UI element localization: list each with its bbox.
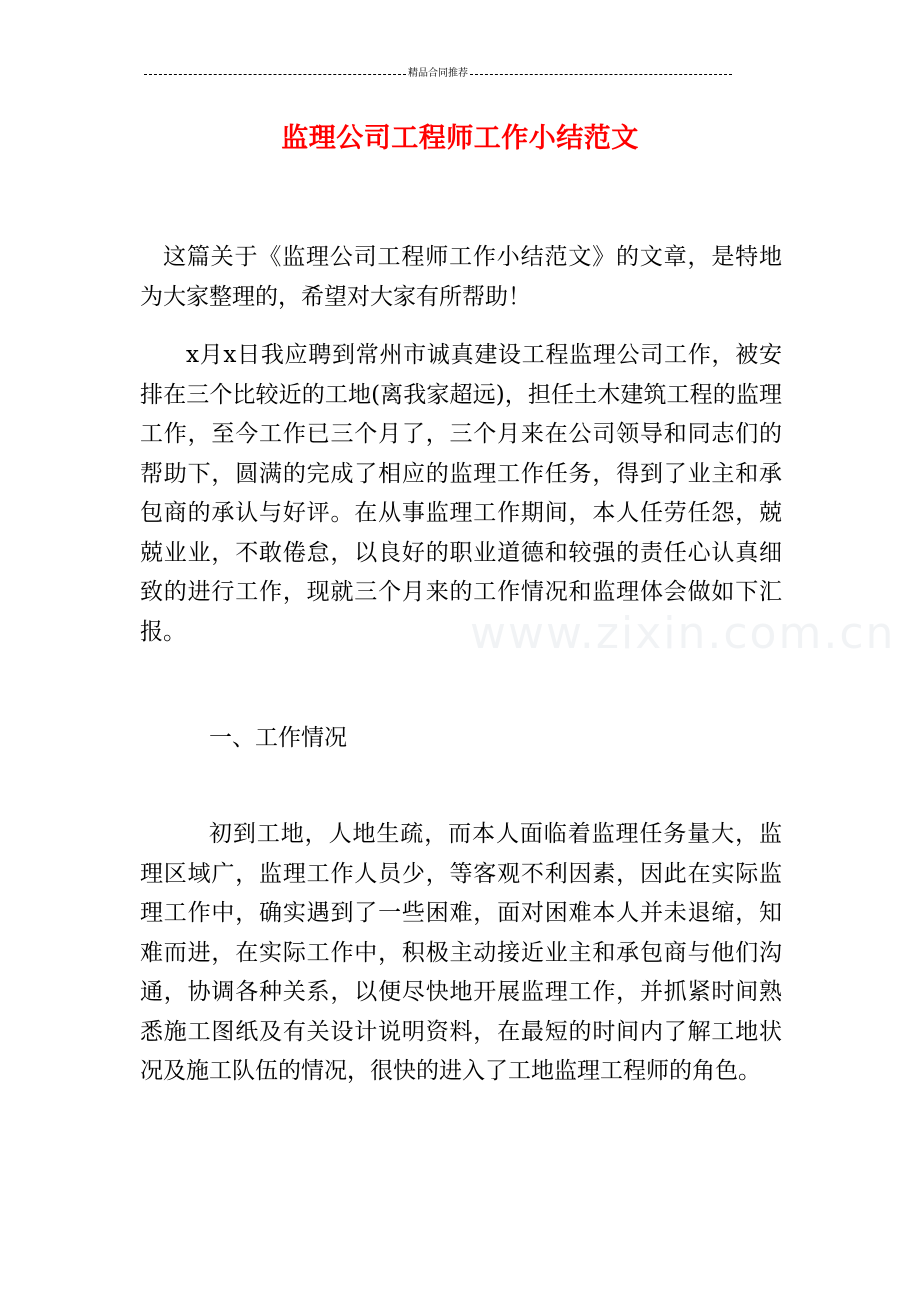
page-header [138,66,738,82]
document-title: 监理公司工程师工作小结范文 [281,123,639,154]
body-paragraph-2: 初到工地，人地生疏，而本人面临着监理任务量大，监理区域广，监理工作人员少，等客观不利因素，因此在实际监理工作中，确实遇到了一些困难，面对困难本人并未退缩，知难而进，在实际工作中，积极主动接近业主和承包商与他们沟通，协调各种关系，以便尽快地开展监理工作，并抓紧时间熟悉施工图纸及有关设计说明资料，在最短的时间内了解工地状况及施工队伍的情况，很快的进入了工地监理工程师的角色。 [140,821,782,1084]
intro-paragraph: 这篇关于《监理公司工程师工作小结范文》的文章，是特地为大家整理的，希望对大家有所帮助！ [140,244,782,310]
watermark: www.zixin.com.cn [470,608,896,659]
header-label: 精品合同推荐 [408,68,468,79]
header-dash-right [470,74,732,75]
section-heading: 一、工作情况 [209,725,347,751]
header-dash-left [144,74,406,75]
body-paragraph-1: x月x日我应聘到常州市诚真建设工程监理公司工作，被安排在三个比较近的工地(离我家超远)，担任土木建筑工程的监理工作，至今工作已三个月了，三个月来在公司领导和同志们的帮助下，圆满的完成了相应的监理工作任务，得到了业主和承包商的承认与好评。在从事监理工作期间，本人任劳任怨，兢兢业业，不敢倦怠，以良好的职业道德和较强的责任心认真细致的进行工作，现就三个月来的工作情况和监理体会做如下汇报。 [140,342,782,645]
